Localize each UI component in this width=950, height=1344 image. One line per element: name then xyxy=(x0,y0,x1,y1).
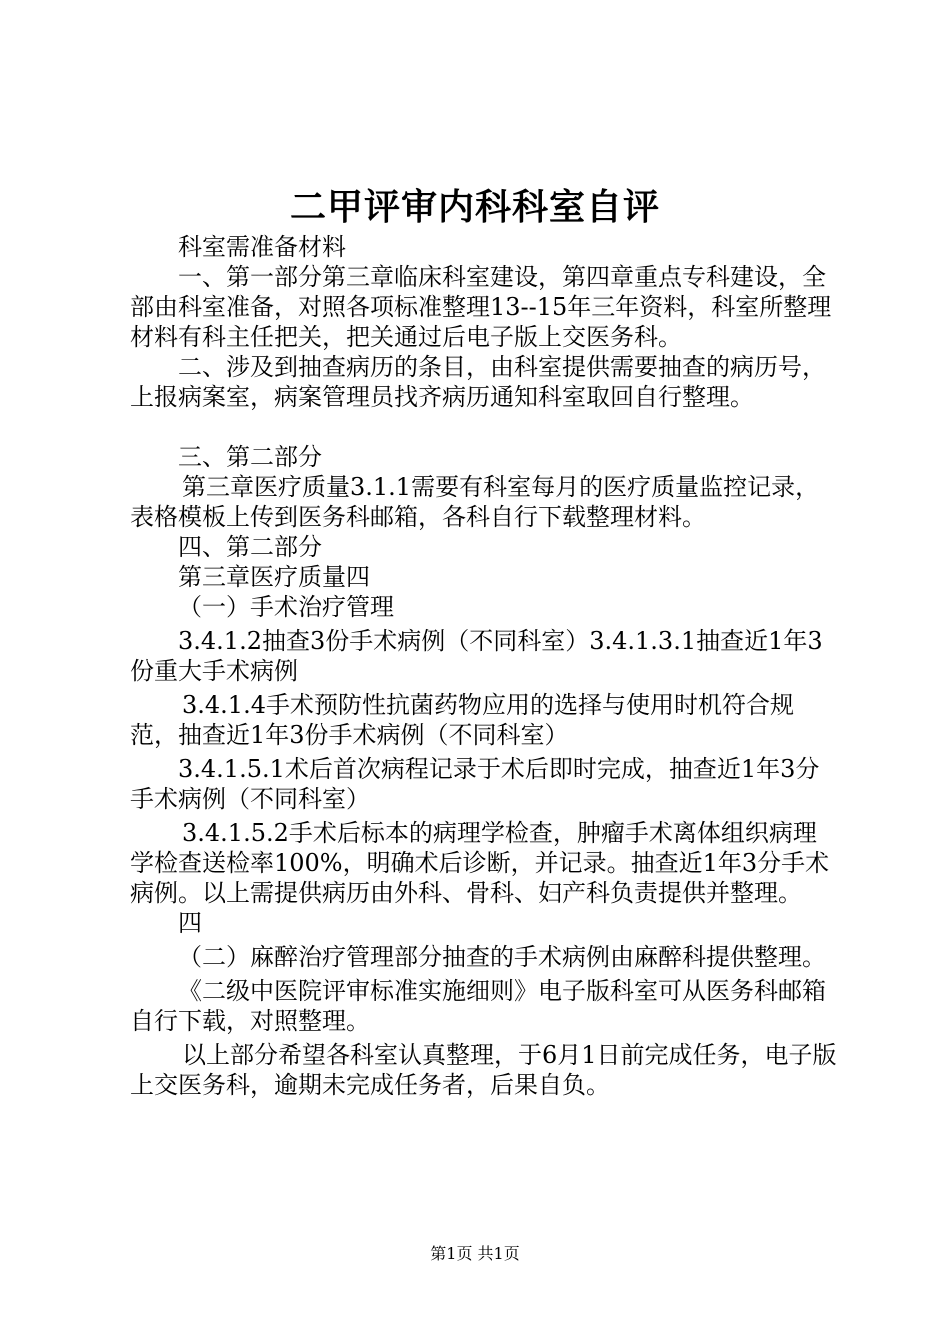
paragraph-item-3-4-1-5-2: 3.4.1.5.2手术后标本的病理学检查，肿瘤手术离体组织病理学检查送检率100%，明确术后诊断，并记录。抽查近1年3分手术病例。以上需提供病历由外科、骨科、妇产科负责提供并整理。 xyxy=(130,819,830,907)
paragraph-section-3-heading: 三、第二部分 xyxy=(178,443,322,471)
paragraph-standards-download: 《二级中医院评审标准实施细则》电子版科室可从医务科邮箱自行下载，对照整理。 xyxy=(130,977,826,1035)
paragraph-materials-heading: 科室需准备材料 xyxy=(178,233,346,261)
document-body xyxy=(130,232,840,1100)
paragraph-item-3-4-1-2: 3.4.1.2抽查3份手术病例（不同科室）3.4.1.3.1抽查近1年3份重大手术病例 xyxy=(130,627,823,685)
paragraph-section-1: 一、第一部分第三章临床科室建设，第四章重点专科建设，全部由科室准备，对照各项标准整理13--15年三年资料，科室所整理材料有科主任把关，把关通过后电子版上交医务科。 xyxy=(130,263,832,351)
page-footer: 第1页 共1页 xyxy=(430,1244,520,1263)
paragraph-anesthesia-management: （二）麻醉治疗管理部分抽查的手术病例由麻醉科提供整理。 xyxy=(178,943,826,971)
paragraph-section-2: 二、涉及到抽查病历的条目，由科室提供需要抽查的病历号，上报病案室，病案管理员找齐病历通知科室取回自行整理。 xyxy=(130,353,826,411)
paragraph-deadline-notice: 以上部分希望各科室认真整理，于6月1日前完成任务，电子版上交医务科，逾期未完成任务者，后果自负。 xyxy=(130,1041,837,1099)
paragraph-item-3-4-1-4: 3.4.1.4手术预防性抗菌药物应用的选择与使用时机符合规范，抽查近1年3份手术病例（不同科室） xyxy=(130,691,794,749)
paragraph-section-3-body: 第三章医疗质量3.1.1需要有科室每月的医疗质量监控记录，表格模板上传到医务科邮箱，各科自行下载整理材料。 xyxy=(130,473,820,531)
paragraph-section-4-marker: 四 xyxy=(178,909,202,937)
document-title: 二甲评审内科科室自评 xyxy=(289,187,660,228)
paragraph-section-4-heading: 四、第二部分 xyxy=(178,533,322,561)
paragraph-surgery-management: （一）手术治疗管理 xyxy=(178,593,394,621)
paragraph-item-3-4-1-5-1: 3.4.1.5.1术后首次病程记录于术后即时完成，抽查近1年3分手术病例（不同科室） xyxy=(130,755,820,813)
paragraph-chapter-3-quality: 第三章医疗质量四 xyxy=(178,563,370,591)
